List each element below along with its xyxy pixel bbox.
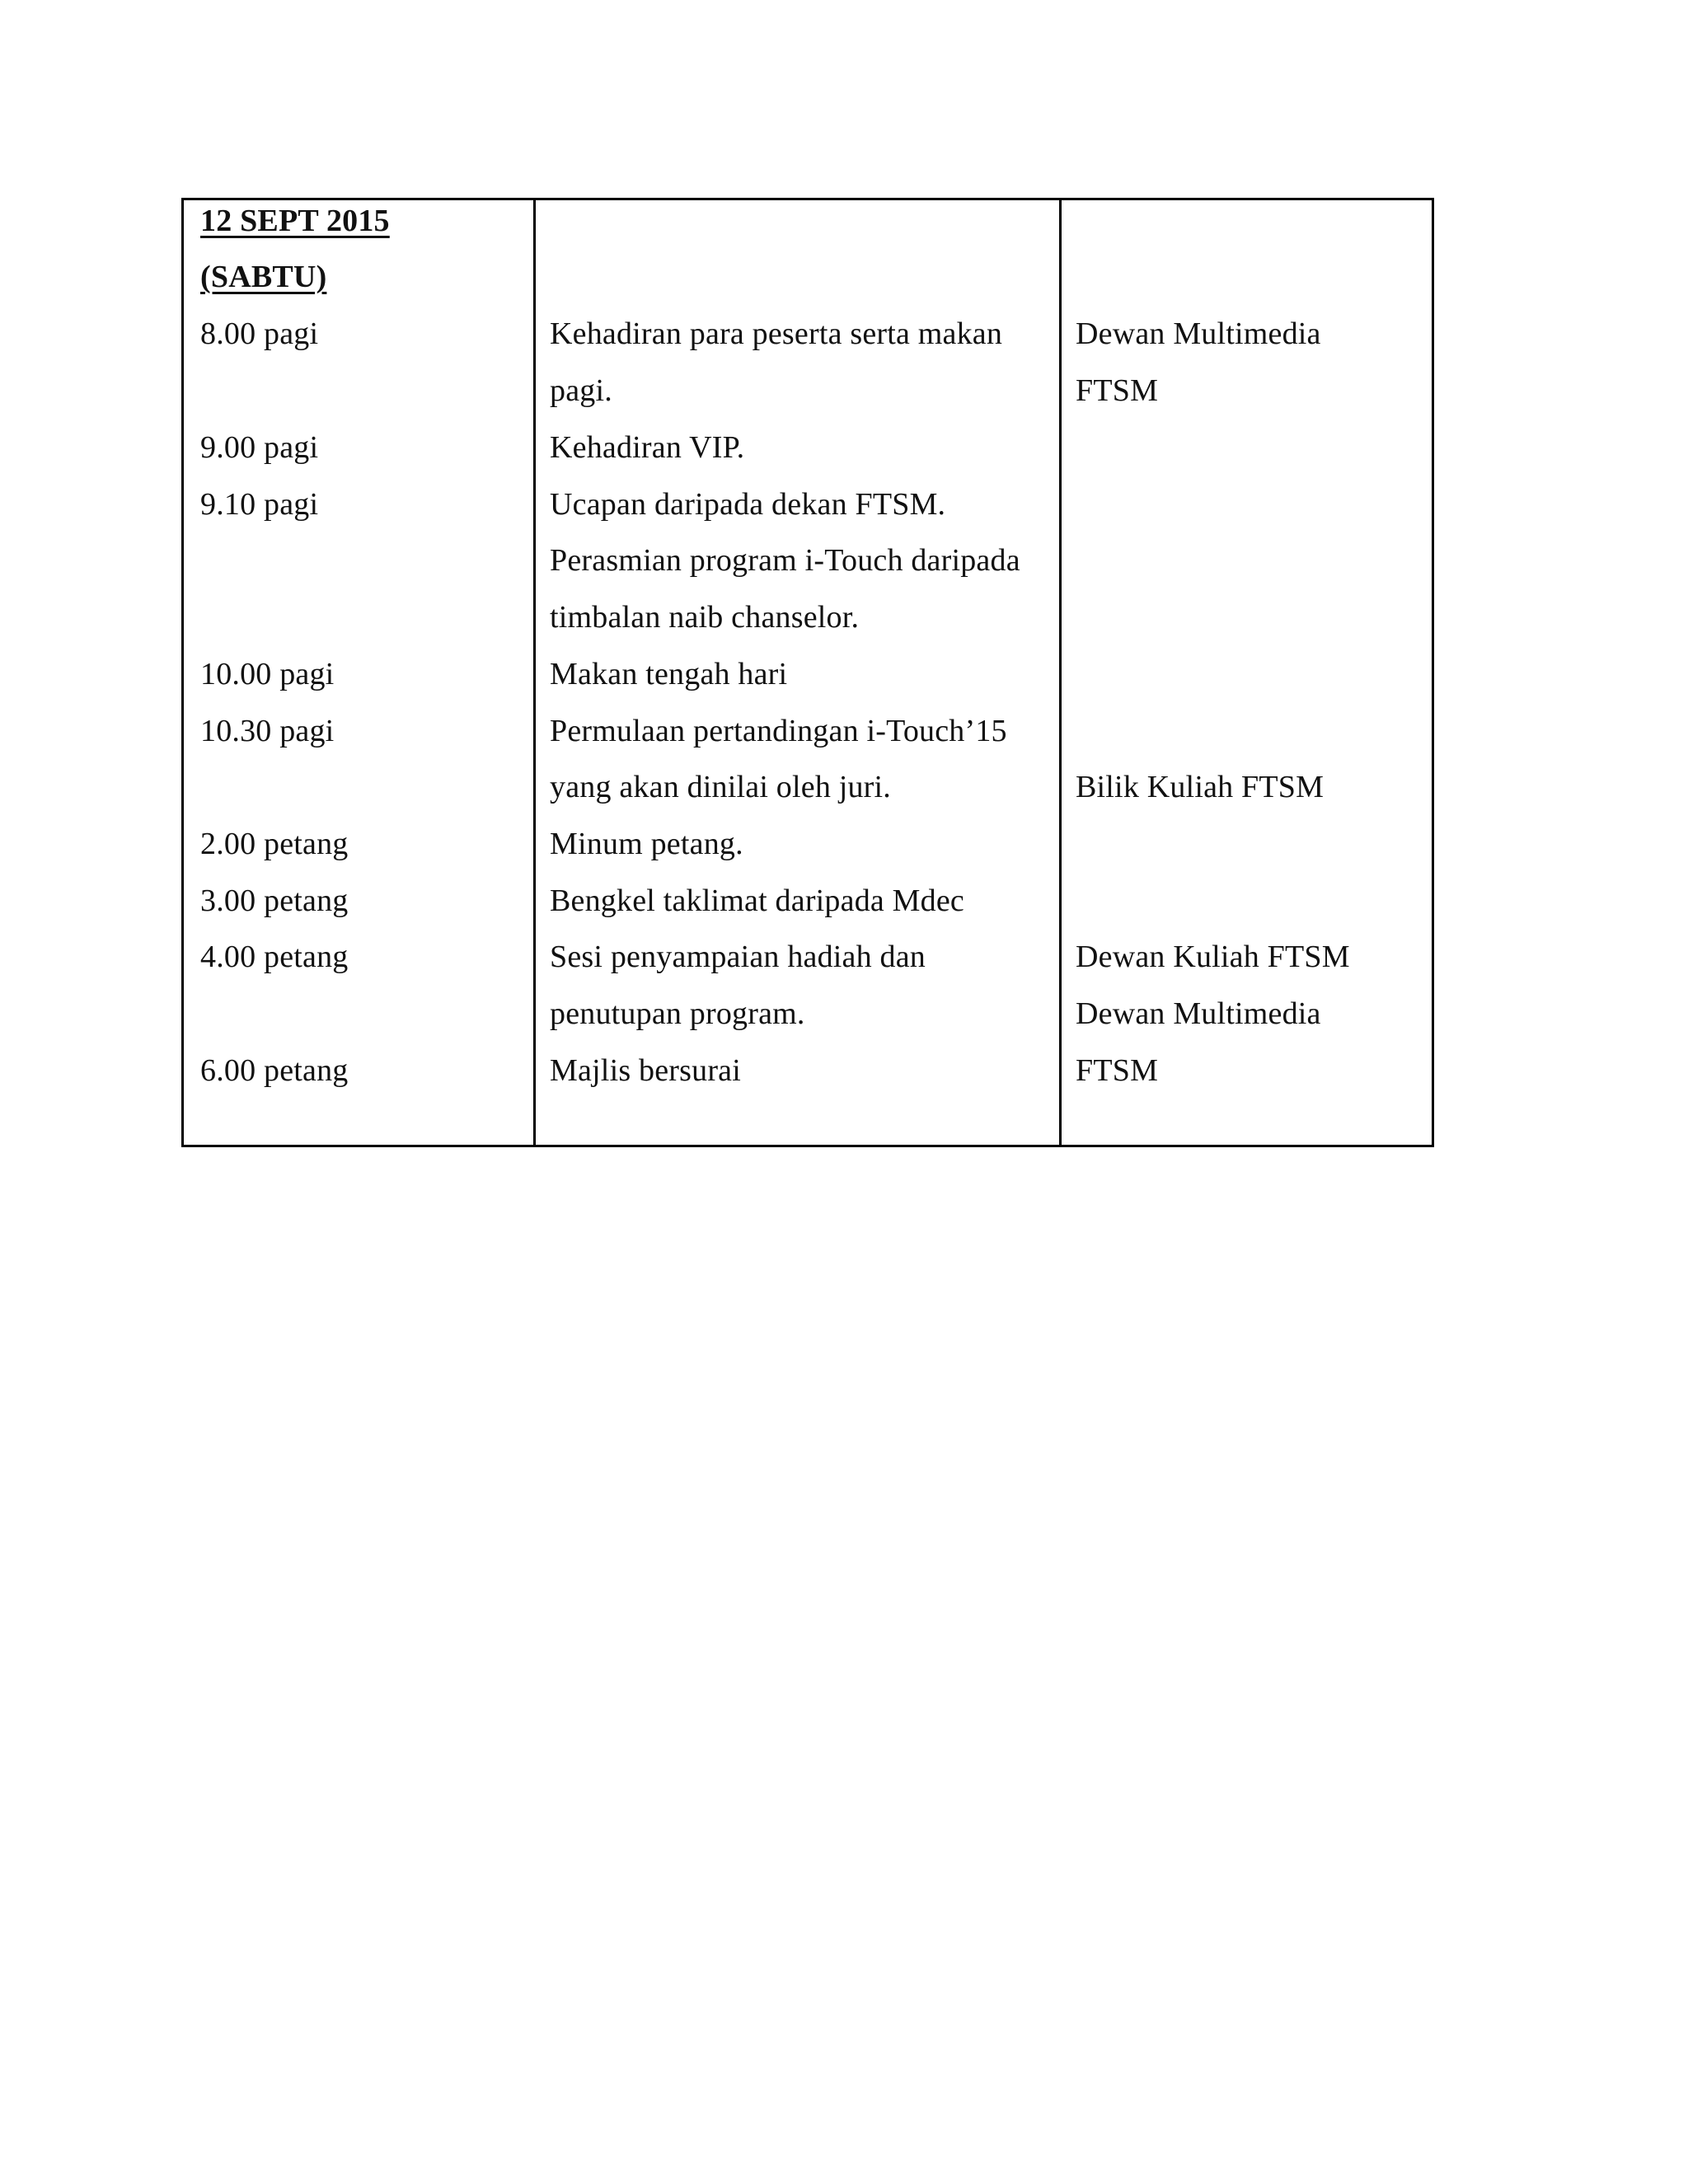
time-cell: 8.00 pagi [200,316,319,351]
time-cell: 3.00 petang [200,883,349,918]
activity-line: penutupan program. [550,996,805,1031]
venue-line: Dewan Multimedia [1076,316,1321,351]
time-cell: 6.00 petang [200,1053,349,1088]
time-cell: 10.00 pagi [200,657,335,691]
activity-line: Sesi penyampaian hadiah dan [550,940,926,974]
time-cell: 2.00 petang [200,827,349,861]
activity-line: Makan tengah hari [550,657,788,691]
time-cell: 10.30 pagi [200,714,335,748]
activity-line: Perasmian program i-Touch daripada [550,543,1020,578]
activity-line: Kehadiran VIP. [550,430,745,465]
activity-line: Majlis bersurai [550,1053,742,1088]
venue-line: Dewan Kuliah FTSM [1076,940,1350,974]
date-heading: 12 SEPT 2015 [200,204,390,238]
column-divider [533,200,536,1145]
venue-line: Bilik Kuliah FTSM [1076,770,1325,804]
column-divider [1059,200,1062,1145]
schedule-table [181,198,1434,1147]
activity-line: yang akan dinilai oleh juri. [550,770,891,804]
activity-line: pagi. [550,373,612,408]
day-heading: (SABTU) [200,260,327,294]
venue-line: Dewan Multimedia [1076,996,1321,1031]
time-cell: 9.10 pagi [200,487,319,522]
activity-line: Ucapan daripada dekan FTSM. [550,487,946,522]
activity-line: Minum petang. [550,827,743,861]
venue-line: FTSM [1076,373,1159,408]
venue-line: FTSM [1076,1053,1159,1088]
time-cell: 4.00 petang [200,940,349,974]
activity-line: timbalan naib chanselor. [550,600,860,635]
activity-line: Bengkel taklimat daripada Mdec [550,883,964,918]
time-cell: 9.00 pagi [200,430,319,465]
activity-line: Kehadiran para peserta serta makan [550,316,1003,351]
activity-line: Permulaan pertandingan i-Touch’15 [550,714,1007,748]
